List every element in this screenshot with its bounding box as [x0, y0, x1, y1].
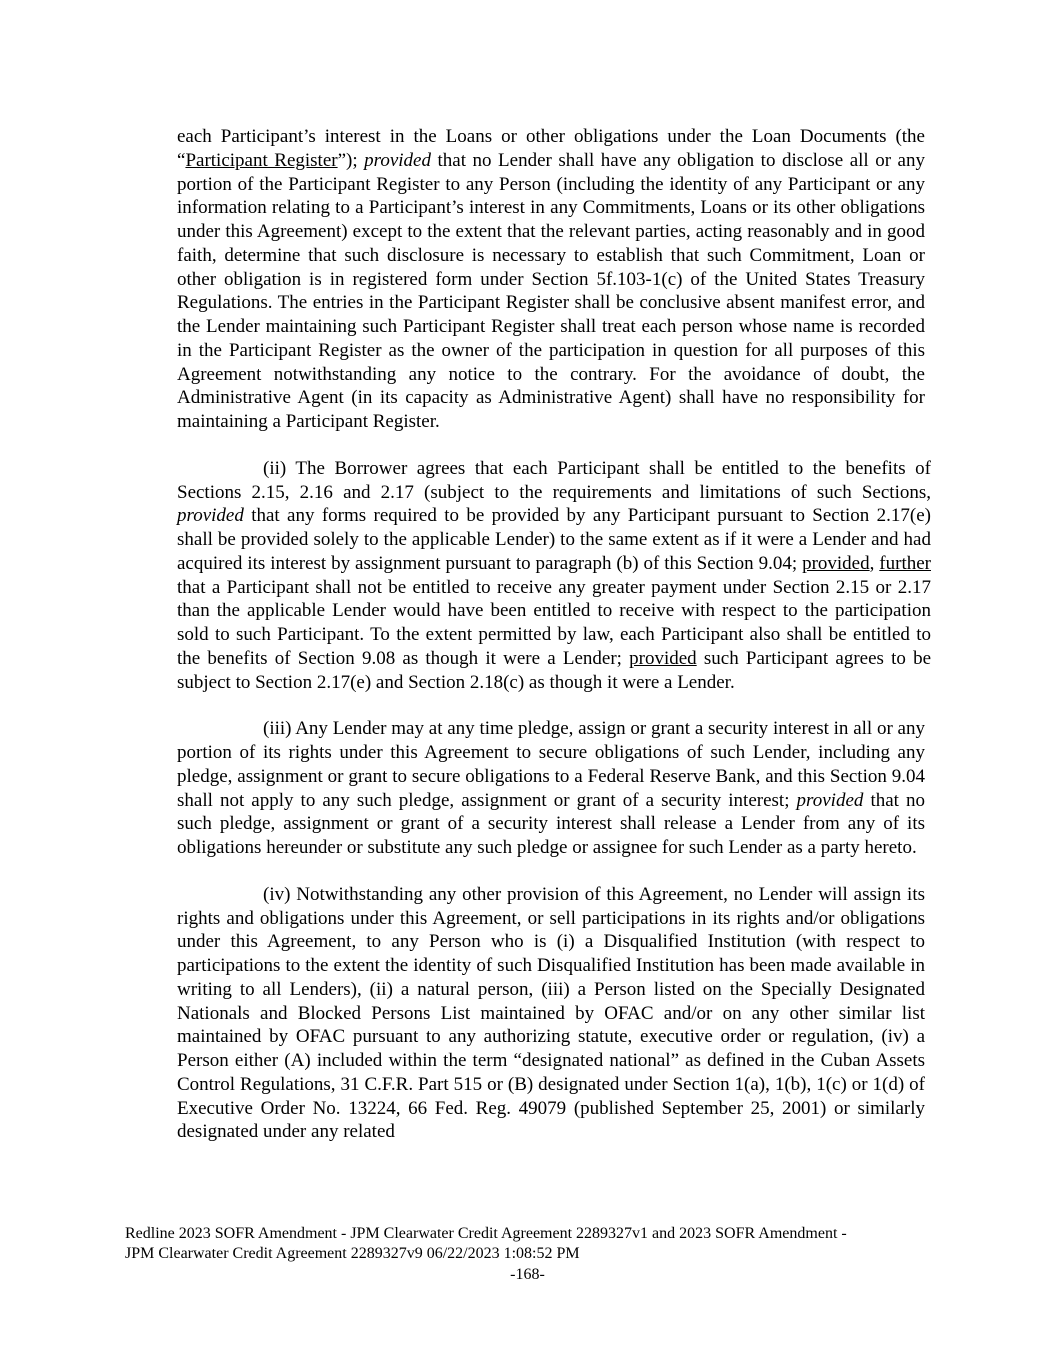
italic-provided: provided	[796, 789, 864, 811]
paragraph-iii-pledge	[177, 717, 925, 860]
text-run: (iv) Notwithstanding any other provision of this Agreement, no Lender will assign its rights and obligations under this Agreement, or sell participations in its rights and/or obligations under this Agreement, to any Person who is (i) a Disqualified Institution (with respect to participations to the extent the identity of such Disqualified Institution has been made available in writing to all Lenders), (ii) a natural person, (iii) a Person listed on the Specially Designated Nationals and Blocked Persons List maintained by OFAC and/or on any other similar list maintained by OFAC pursuant to any authorizing statute, executive order or regulation, (iv) a Person either (A) included within the term “designated national” as defined in the Cuban Assets Control Regulations, 31 C.F.R. Part 515 or (B) designated under Section 1(a), 1(b), 1(c) or 1(d) of Executive Order No. 13224, 66 Fed. Reg. 49079 (published September 25, 2001) or similarly designated under any related	[177, 883, 925, 1143]
text-run: that any forms required to be provided by any Participant pursuant to Section 2.17(e) shall be provided solely to the applicable Lender) to the same extent as if it were a Lender and had acquired its interest by assignment pursuant to paragraph (b) of this Section 9.04;	[177, 505, 931, 574]
text-run: that no Lender shall have any obligation to disclose all or any portion of the Participant Register to any Person (including the identity of any Participant or any information relating to a Participant’s interest in any Commitments, Loans or its other obligations under this Agreement) except to the extent that the relevant parties, acting reasonably and in good faith, determine that such disclosure is necessary to establish that such Commitment, Loan or other obligation is in registered form under Section 5f.103-1(c) of the United States Treasury Regulations. The entries in the Participant Register shall be conclusive absent manifest error, and the Lender maintaining such Participant Register shall treat each person whose name is recorded in the Participant Register as the owner of the participation in question for all purposes of this Agreement notwithstanding any notice to the contrary. For the avoidance of doubt, the Administrative Agent (in its capacity as Administrative Agent) shall have no responsibility for maintaining a Participant Register.	[177, 149, 925, 432]
text-run: (ii) The Borrower agrees that each Participant shall be entitled to the benefits of Sections 2.15, 2.16 and 2.17 (subject to the requirements and limitations of such Sections,	[177, 457, 931, 503]
text-run: ”);	[337, 149, 365, 171]
italic-provided: provided	[364, 149, 431, 171]
underlined-further: further	[879, 552, 931, 574]
paragraph-iv-restrictions	[177, 883, 925, 1144]
underlined-provided: provided	[802, 552, 870, 574]
underlined-provided: provided	[629, 647, 697, 669]
paragraph-ii-participant-benefits	[177, 457, 931, 695]
italic-provided: provided	[177, 505, 244, 527]
footer-redline-line-1: Redline 2023 SOFR Amendment - JPM Clearwater Credit Agreement 2289327v1 and 2023 SOFR Amendment -	[125, 1225, 847, 1242]
text-run: each Participant’s interest in the Loans or other obligations under the Loan Documents (the “	[177, 126, 925, 171]
paragraph-participant-register	[177, 125, 925, 434]
document-footer	[125, 1224, 925, 1264]
footer-redline-line-2: JPM Clearwater Credit Agreement 2289327v9 06/22/2023 1:08:52 PM	[125, 1245, 580, 1262]
text-run: that a Participant shall not be entitled to receive any greater payment under Section 2.15 or 2.17 than the applicable Lender would have been entitled to receive with respect to the participation sold to such Participant. To the extent permitted by law, each Participant also shall be entitled to the benefits of Section 9.08 as though it were a Lender;	[177, 576, 931, 669]
text-run: ,	[869, 552, 880, 574]
text-run: that no such pledge, assignment or grant of a security interest shall release a Lender from any of its obligations hereunder or substitute any such pledge or assignee for such Lender as a party hereto.	[177, 789, 925, 858]
defined-term-participant-register: Participant Register	[185, 149, 338, 171]
text-run: such Participant agrees to be subject to Section 2.17(e) and Section 2.18(c) as though it were a Lender.	[177, 647, 931, 693]
document-body	[177, 125, 931, 1144]
page-number: -168-	[510, 1266, 545, 1283]
text-run: (iii) Any Lender may at any time pledge, assign or grant a security interest in all or any portion of its rights under this Agreement to secure obligations of such Lender, including any pledge, assignment or grant to secure obligations to a Federal Reserve Bank, and this Section 9.04 shall not apply to any such pledge, assignment or grant of a security interest;	[177, 718, 925, 811]
